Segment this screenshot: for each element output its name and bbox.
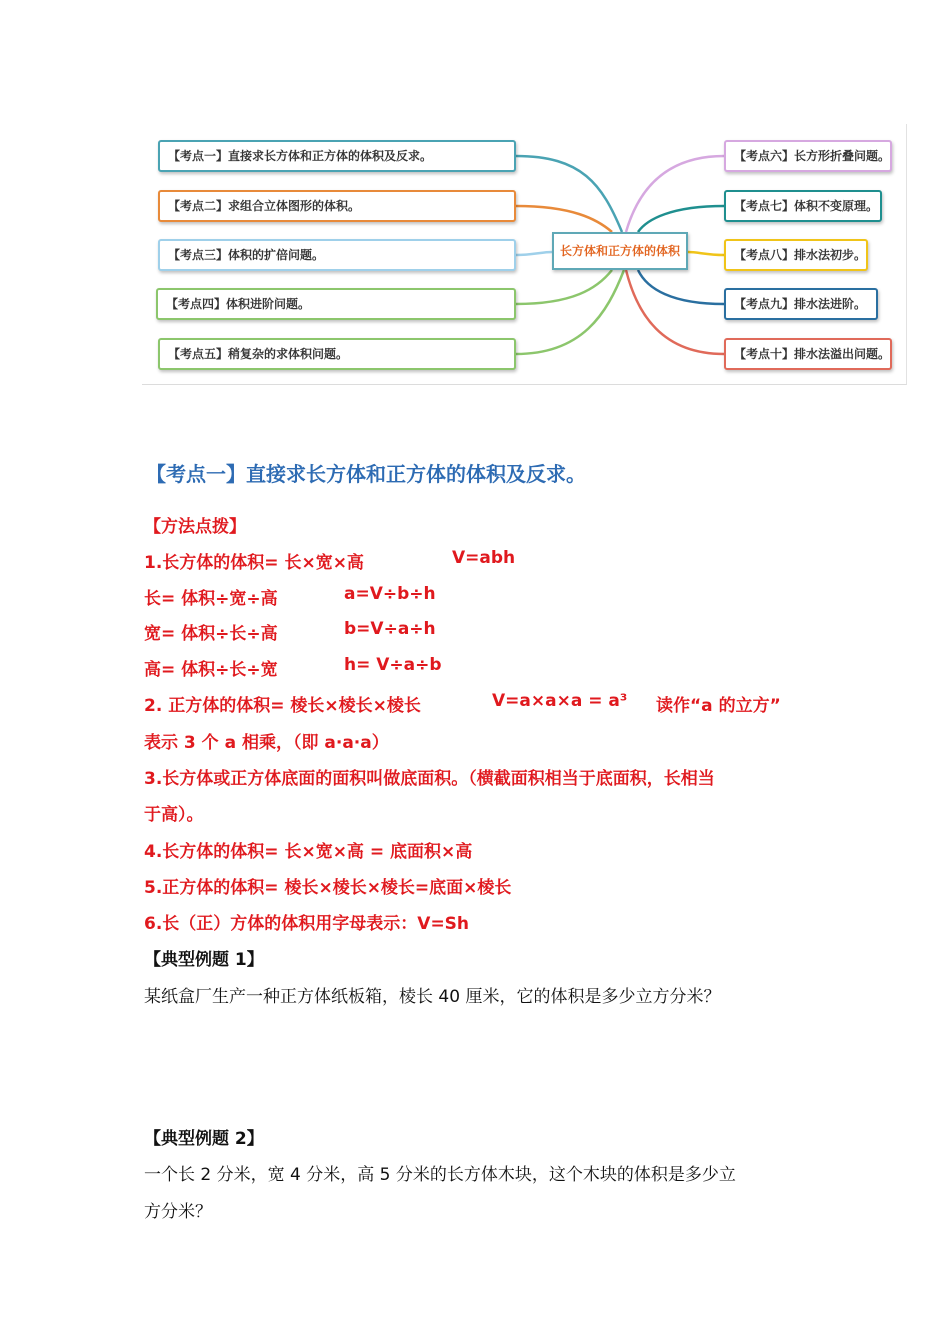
mind-map — [142, 124, 907, 385]
example-1-text: 某纸盒厂生产一种正方体纸板箱，棱长 40 厘米，它的体积是多少立方分米？ — [144, 987, 721, 1007]
cube-reading: 读作“a 的立方” — [656, 696, 781, 716]
connector-7 — [638, 206, 724, 232]
mind-map-node-10: 【考点十】排水法溢出问题。 — [724, 338, 892, 370]
method-line-8: 于高）。 — [144, 805, 204, 825]
connector-3 — [516, 252, 552, 255]
cube-formula-letters: V=a×a×a = a³ — [492, 691, 628, 711]
volume-formula: 1.长方体的体积= 长×宽×高 — [144, 553, 364, 573]
connector-6 — [626, 156, 724, 232]
method-line-1 — [144, 548, 516, 573]
example-2-heading: 【典型例题 2】 — [144, 1129, 264, 1149]
height-formula: 高= 体积÷长÷宽 — [144, 660, 278, 680]
connector-4 — [516, 270, 612, 304]
method-line-2 — [144, 584, 436, 609]
mind-map-node-6: 【考点六】长方形折叠问题。 — [724, 140, 892, 172]
method-line-4 — [144, 655, 442, 680]
section-title: 【考点一】直接求长方体和正方体的体积及反求。 — [146, 462, 586, 486]
mind-map-node-5: 【考点五】稍复杂的求体积问题。 — [158, 338, 516, 370]
method-heading: 【方法点拨】 — [144, 517, 246, 537]
mind-map-node-4: 【考点四】体积进阶问题。 — [156, 288, 516, 320]
mind-map-node-8: 【考点八】排水法初步。 — [724, 239, 868, 271]
method-line-7: 3.长方体或正方体底面的面积叫做底面积。（横截面积相当于底面积，长相当 — [144, 769, 715, 789]
mind-map-node-9: 【考点九】排水法进阶。 — [724, 288, 878, 320]
method-line-11: 6.长（正）方体的体积用字母表示：V=Sh — [144, 914, 470, 934]
example-2-text-line-1: 一个长 2 分米，宽 4 分米，高 5 分米的长方体木块，这个木块的体积是多少立 — [144, 1165, 736, 1185]
connector-2 — [516, 206, 612, 232]
mind-map-node-7: 【考点七】体积不变原理。 — [724, 190, 882, 222]
method-line-6: 表示 3 个 a 相乘，（即 a·a·a） — [144, 733, 389, 753]
connector-1 — [516, 156, 622, 232]
connector-10 — [626, 270, 724, 354]
connector-8 — [688, 252, 724, 255]
example-1-heading: 【典型例题 1】 — [144, 950, 264, 970]
mind-map-node-2: 【考点二】求组合立体图形的体积。 — [158, 190, 516, 222]
width-formula-letters: b=V÷a÷h — [344, 619, 436, 639]
connector-9 — [638, 270, 724, 304]
cube-formula: 2. 正方体的体积= 棱长×棱长×棱长 — [144, 696, 421, 716]
connector-5 — [516, 270, 624, 354]
example-2-text-line-2: 方分米？ — [144, 1202, 212, 1222]
width-formula: 宽= 体积÷长÷高 — [144, 624, 278, 644]
method-line-5 — [144, 691, 781, 716]
volume-formula-letters: V=abh — [452, 548, 516, 568]
mind-map-node-3: 【考点三】体积的扩倍问题。 — [158, 239, 516, 271]
length-formula-letters: a=V÷b÷h — [344, 584, 436, 604]
height-formula-letters: h= V÷a÷b — [344, 655, 442, 675]
mind-map-node-1: 【考点一】直接求长方体和正方体的体积及反求。 — [158, 140, 516, 172]
length-formula: 长= 体积÷宽÷高 — [144, 589, 278, 609]
method-line-9: 4.长方体的体积= 长×宽×高 = 底面积×高 — [144, 842, 473, 862]
mind-map-center: 长方体和正方体的体积 — [552, 232, 688, 270]
method-line-10: 5.正方体的体积= 棱长×棱长×棱长=底面×棱长 — [144, 878, 512, 898]
method-line-3 — [144, 619, 436, 644]
